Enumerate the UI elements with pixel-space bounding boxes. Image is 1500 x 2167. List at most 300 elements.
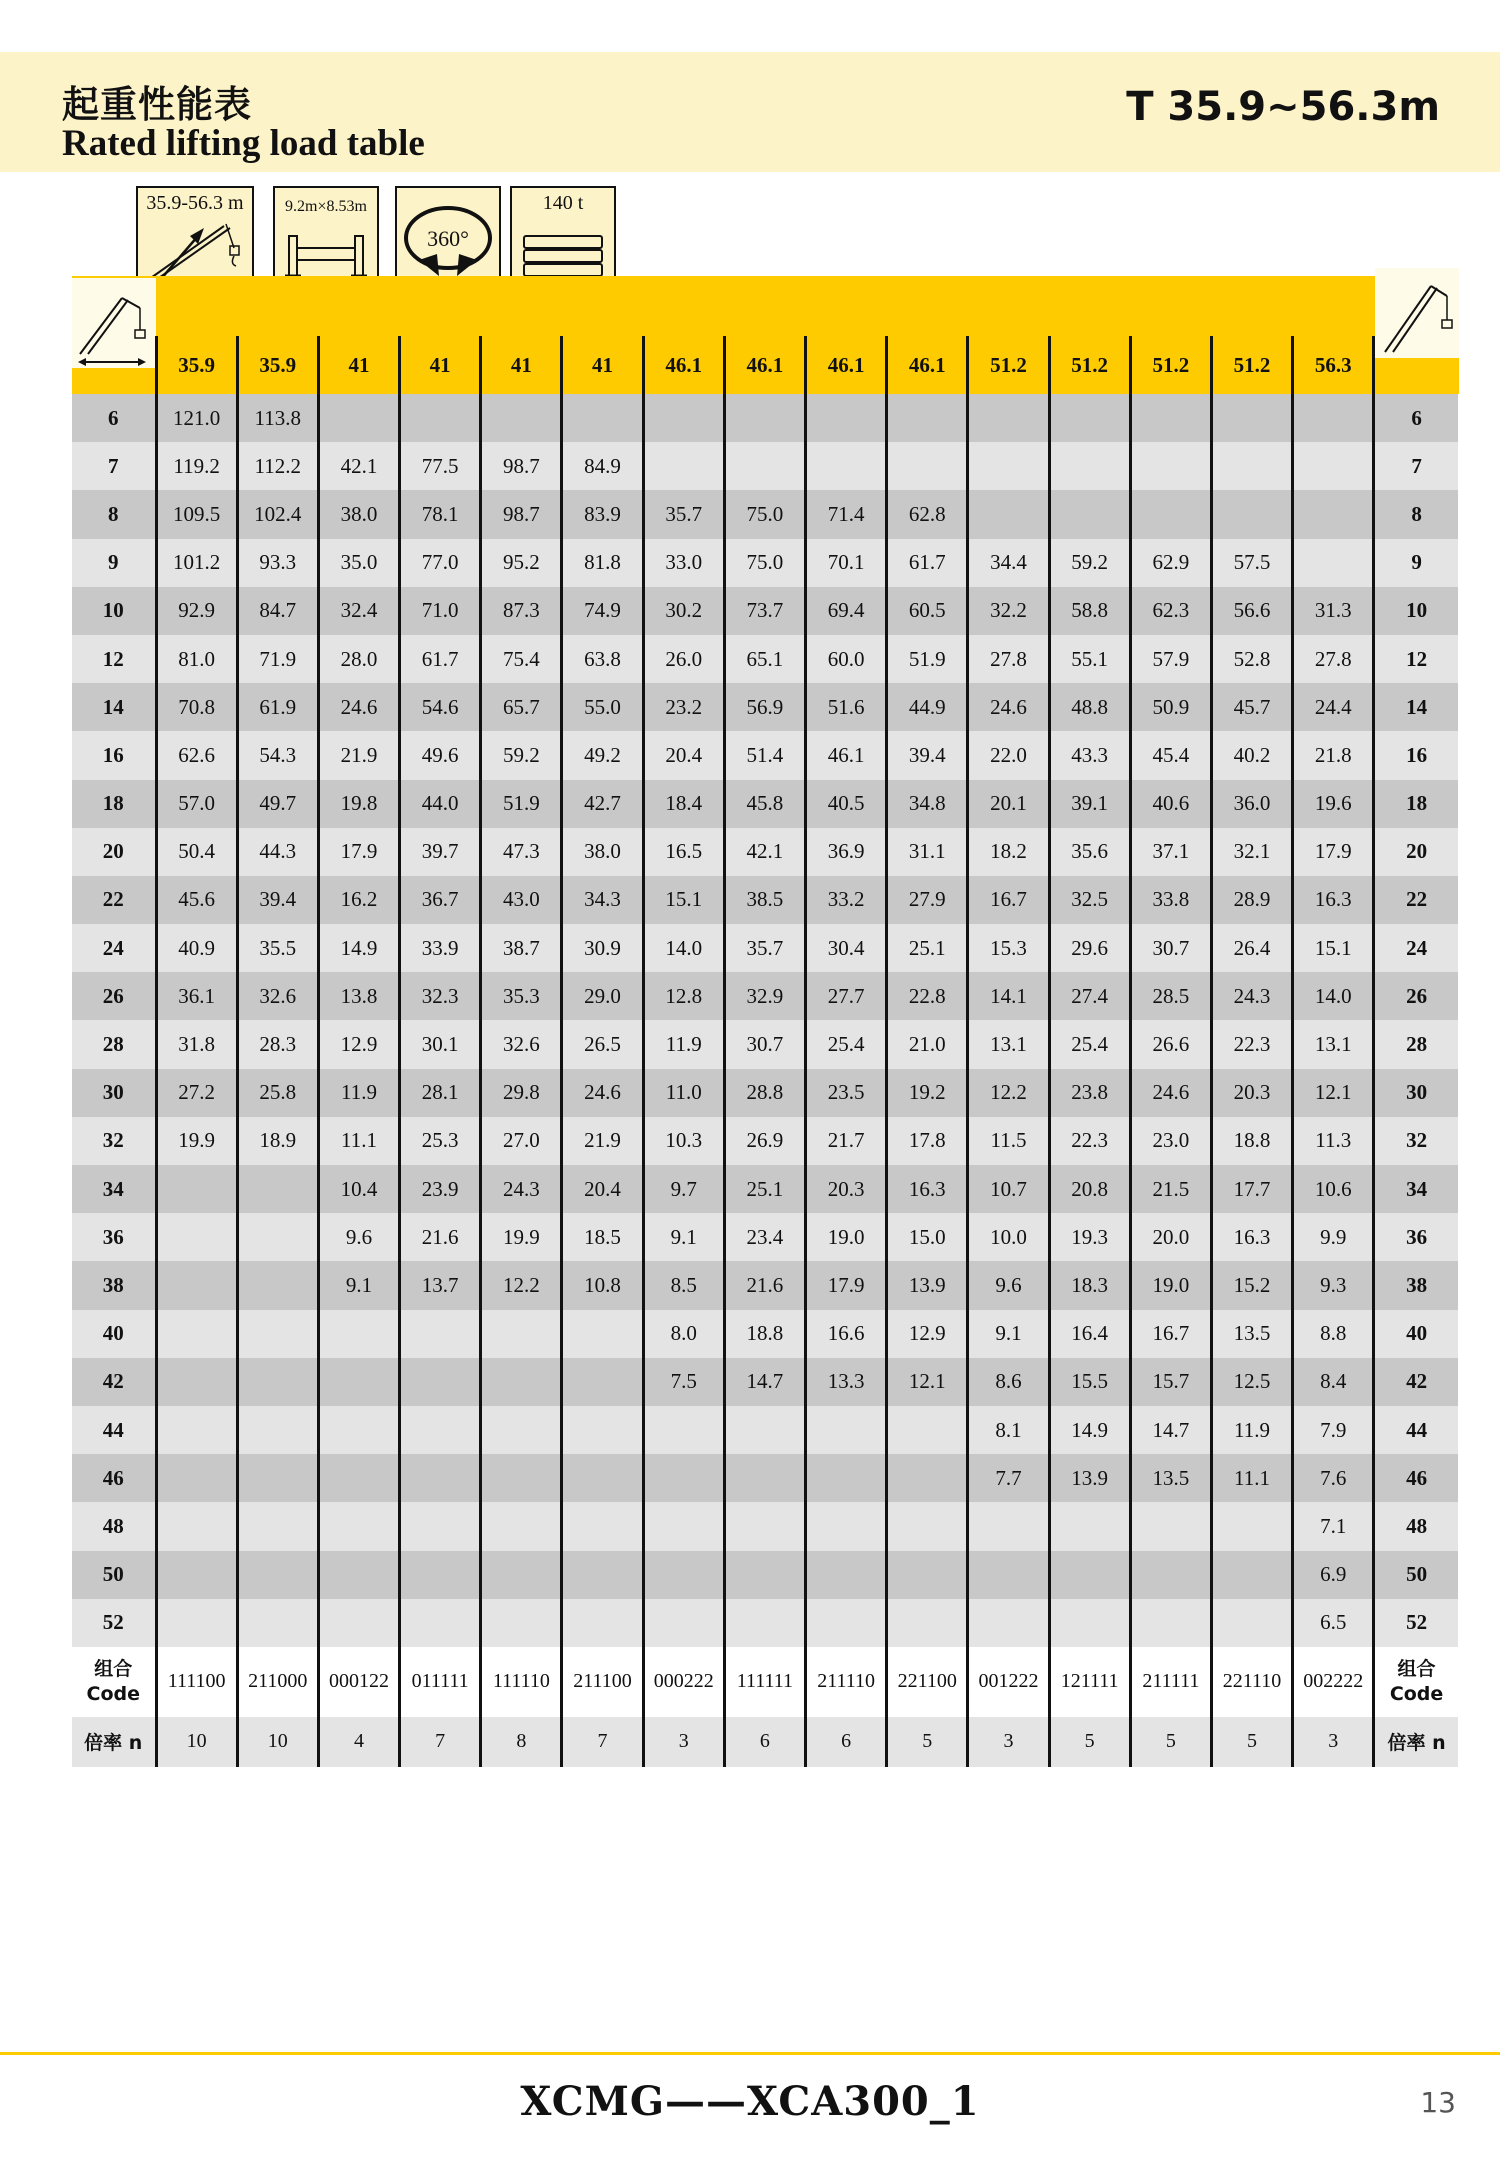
load-cell (1049, 394, 1130, 442)
load-cell (318, 1310, 399, 1358)
load-cell (481, 1502, 562, 1550)
radius-cell: 28 (72, 1020, 156, 1068)
table-row (72, 1599, 1458, 1647)
load-cell: 78.1 (400, 490, 481, 538)
boom-length-header: 41 (400, 336, 481, 394)
radius-cell-right: 8 (1374, 490, 1458, 538)
page-title-en: Rated lifting load table (62, 123, 425, 164)
load-cell: 48.8 (1049, 683, 1130, 731)
load-cell: 12.9 (318, 1020, 399, 1068)
load-cell: 10.8 (562, 1261, 643, 1309)
radius-cell: 10 (72, 587, 156, 635)
load-cell (643, 394, 724, 442)
load-cell (400, 1599, 481, 1647)
load-cell: 26.0 (643, 635, 724, 683)
radius-cell-right: 9 (1374, 539, 1458, 587)
load-cell: 23.9 (400, 1165, 481, 1213)
load-cell: 29.6 (1049, 924, 1130, 972)
load-cell: 35.5 (237, 924, 318, 972)
load-cell: 75.4 (481, 635, 562, 683)
rate-cell: 6 (724, 1717, 805, 1767)
load-cell: 13.3 (806, 1358, 887, 1406)
table-row (72, 780, 1458, 828)
load-cell: 30.7 (1130, 924, 1211, 972)
load-cell: 18.4 (643, 780, 724, 828)
load-cell: 9.3 (1293, 1261, 1374, 1309)
load-cell: 52.8 (1211, 635, 1292, 683)
load-cell: 11.9 (1211, 1406, 1292, 1454)
load-cell (481, 1551, 562, 1599)
load-cell: 16.5 (643, 828, 724, 876)
load-cell: 84.9 (562, 442, 643, 490)
radius-cell: 40 (72, 1310, 156, 1358)
code-label-left (72, 1647, 156, 1717)
radius-cell: 14 (72, 683, 156, 731)
spec-boom-length-text: 35.9-56.3 m (146, 192, 244, 214)
load-cell (1049, 442, 1130, 490)
load-cell: 28.5 (1130, 972, 1211, 1020)
load-cell: 93.3 (237, 539, 318, 587)
load-cell: 62.3 (1130, 587, 1211, 635)
load-cell: 22.8 (887, 972, 968, 1020)
load-cell: 23.2 (643, 683, 724, 731)
load-cell: 95.2 (481, 539, 562, 587)
load-cell (887, 442, 968, 490)
load-cell (237, 1310, 318, 1358)
load-cell: 26.6 (1130, 1020, 1211, 1068)
load-cell: 11.1 (318, 1117, 399, 1165)
load-cell: 16.6 (806, 1310, 887, 1358)
load-cell: 16.3 (1293, 876, 1374, 924)
outrigger-icon (275, 188, 377, 288)
load-cell (1211, 442, 1292, 490)
radius-cell: 36 (72, 1213, 156, 1261)
load-cell: 35.7 (643, 490, 724, 538)
load-cell: 24.4 (1293, 683, 1374, 731)
code-cell: 011111 (400, 1647, 481, 1717)
load-cell: 32.5 (1049, 876, 1130, 924)
load-cell (237, 1165, 318, 1213)
load-cell (724, 394, 805, 442)
radius-cell: 8 (72, 490, 156, 538)
radius-cell-right: 22 (1374, 876, 1458, 924)
load-cell: 39.4 (237, 876, 318, 924)
load-cell (400, 1406, 481, 1454)
load-cell (562, 1502, 643, 1550)
spec-boom-length (136, 186, 254, 290)
load-cell: 56.6 (1211, 587, 1292, 635)
load-cell (156, 1165, 237, 1213)
load-cell: 32.1 (1211, 828, 1292, 876)
load-cell: 23.8 (1049, 1069, 1130, 1117)
load-cell (400, 1310, 481, 1358)
load-cell (481, 394, 562, 442)
load-cell: 20.8 (1049, 1165, 1130, 1213)
load-cell: 73.7 (724, 587, 805, 635)
boom-length-header: 51.2 (968, 336, 1049, 394)
code-cell: 001222 (968, 1647, 1049, 1717)
load-cell: 28.3 (237, 1020, 318, 1068)
footer-divider (0, 2052, 1500, 2055)
load-cell: 87.3 (481, 587, 562, 635)
load-cell (724, 442, 805, 490)
load-cell: 44.9 (887, 683, 968, 731)
load-cell: 12.1 (887, 1358, 968, 1406)
load-cell (1130, 490, 1211, 538)
load-cell (1130, 1599, 1211, 1647)
load-cell: 13.5 (1130, 1454, 1211, 1502)
radius-cell: 32 (72, 1117, 156, 1165)
code-cell: 111110 (481, 1647, 562, 1717)
load-cell (562, 394, 643, 442)
load-cell (1049, 1599, 1130, 1647)
code-label-cn: 组合 (94, 1657, 133, 1680)
page-title-cn: 起重性能表 (62, 83, 252, 126)
table-row (72, 1454, 1458, 1502)
boom-length-header: 41 (481, 336, 562, 394)
load-cell: 39.1 (1049, 780, 1130, 828)
code-cell: 000122 (318, 1647, 399, 1717)
radius-cell: 50 (72, 1551, 156, 1599)
load-cell: 74.9 (562, 587, 643, 635)
table-row (72, 1358, 1458, 1406)
load-cell: 32.6 (237, 972, 318, 1020)
load-cell (562, 1551, 643, 1599)
load-cell (968, 394, 1049, 442)
load-cell: 36.9 (806, 828, 887, 876)
load-cell: 20.4 (643, 731, 724, 779)
load-cell: 13.5 (1211, 1310, 1292, 1358)
load-cell: 16.7 (968, 876, 1049, 924)
radius-cell: 46 (72, 1454, 156, 1502)
load-cell: 121.0 (156, 394, 237, 442)
load-cell: 11.5 (968, 1117, 1049, 1165)
load-cell (318, 1599, 399, 1647)
load-cell: 21.7 (806, 1117, 887, 1165)
load-cell (318, 1406, 399, 1454)
load-cell: 36.1 (156, 972, 237, 1020)
load-cell (237, 1406, 318, 1454)
load-cell (643, 1454, 724, 1502)
table-row (72, 1310, 1458, 1358)
load-cell (562, 1406, 643, 1454)
load-cell: 30.9 (562, 924, 643, 972)
load-cell: 14.9 (318, 924, 399, 972)
spec-slew (395, 186, 501, 290)
load-cell (887, 1551, 968, 1599)
radius-cell-right: 12 (1374, 635, 1458, 683)
table-row (72, 539, 1458, 587)
load-cell (562, 1310, 643, 1358)
load-cell: 51.9 (887, 635, 968, 683)
load-cell: 40.2 (1211, 731, 1292, 779)
boom-header-blank-left (72, 336, 156, 394)
load-cell (1211, 1551, 1292, 1599)
load-cell: 16.7 (1130, 1310, 1211, 1358)
load-cell: 38.5 (724, 876, 805, 924)
code-cell: 211000 (237, 1647, 318, 1717)
load-cell: 7.9 (1293, 1406, 1374, 1454)
table-row (72, 635, 1458, 683)
load-cell (806, 1551, 887, 1599)
load-cell: 81.0 (156, 635, 237, 683)
load-cell: 13.9 (1049, 1454, 1130, 1502)
load-cell (156, 1261, 237, 1309)
radius-cell: 34 (72, 1165, 156, 1213)
load-cell: 33.2 (806, 876, 887, 924)
boom-length-header: 35.9 (237, 336, 318, 394)
spec-counterweight-text: 140 t (542, 192, 584, 214)
load-cell: 65.1 (724, 635, 805, 683)
load-cell: 20.3 (806, 1165, 887, 1213)
load-cell: 19.3 (1049, 1213, 1130, 1261)
load-cell: 102.4 (237, 490, 318, 538)
load-cell: 56.9 (724, 683, 805, 731)
load-cell: 16.4 (1049, 1310, 1130, 1358)
load-cell: 40.9 (156, 924, 237, 972)
load-cell: 75.0 (724, 539, 805, 587)
load-cell (562, 1599, 643, 1647)
load-cell (1130, 1502, 1211, 1550)
rate-cell: 5 (1049, 1717, 1130, 1767)
load-cell: 60.0 (806, 635, 887, 683)
load-cell: 57.5 (1211, 539, 1292, 587)
load-cell: 13.9 (887, 1261, 968, 1309)
load-cell: 18.2 (968, 828, 1049, 876)
load-cell: 43.3 (1049, 731, 1130, 779)
load-cell (156, 1406, 237, 1454)
load-cell (643, 1406, 724, 1454)
load-cell: 10.4 (318, 1165, 399, 1213)
spec-outrigger (273, 186, 379, 290)
table-row (72, 1165, 1458, 1213)
table-row (72, 1213, 1458, 1261)
load-cell: 17.9 (1293, 828, 1374, 876)
table-row (72, 828, 1458, 876)
load-cell: 25.4 (806, 1020, 887, 1068)
load-cell (806, 1454, 887, 1502)
load-cell: 27.0 (481, 1117, 562, 1165)
radius-cell-right: 24 (1374, 924, 1458, 972)
load-cell: 6.9 (1293, 1551, 1374, 1599)
load-cell: 32.9 (724, 972, 805, 1020)
load-cell: 11.3 (1293, 1117, 1374, 1165)
code-cell: 221110 (1211, 1647, 1292, 1717)
radius-cell-right: 36 (1374, 1213, 1458, 1261)
load-cell: 15.1 (1293, 924, 1374, 972)
load-cell: 28.1 (400, 1069, 481, 1117)
load-cell: 19.8 (318, 780, 399, 828)
load-cell (481, 1406, 562, 1454)
load-cell: 24.6 (318, 683, 399, 731)
rate-cell: 5 (1130, 1717, 1211, 1767)
load-cell: 119.2 (156, 442, 237, 490)
load-cell: 17.9 (318, 828, 399, 876)
load-cell (1211, 394, 1292, 442)
load-cell: 15.5 (1049, 1358, 1130, 1406)
load-cell: 7.6 (1293, 1454, 1374, 1502)
table-row (72, 1261, 1458, 1309)
boom-length-header: 41 (562, 336, 643, 394)
load-cell: 24.6 (562, 1069, 643, 1117)
rate-cell: 5 (887, 1717, 968, 1767)
radius-cell-right: 20 (1374, 828, 1458, 876)
load-cell: 55.1 (1049, 635, 1130, 683)
load-cell: 69.4 (806, 587, 887, 635)
load-cell: 12.9 (887, 1310, 968, 1358)
load-cell: 45.6 (156, 876, 237, 924)
load-cell: 16.3 (1211, 1213, 1292, 1261)
load-cell: 12.2 (481, 1261, 562, 1309)
load-cell: 51.9 (481, 780, 562, 828)
load-cell (481, 1310, 562, 1358)
load-cell (237, 1502, 318, 1550)
load-cell: 18.8 (724, 1310, 805, 1358)
load-cell: 6.5 (1293, 1599, 1374, 1647)
code-label-en: Code (86, 1682, 140, 1705)
load-cell: 21.9 (562, 1117, 643, 1165)
load-cell: 32.4 (318, 587, 399, 635)
load-cell (1293, 394, 1374, 442)
load-cell (806, 394, 887, 442)
load-cell (318, 1358, 399, 1406)
boom-arrow-icon (138, 188, 252, 288)
load-cell: 25.1 (887, 924, 968, 972)
load-cell: 8.4 (1293, 1358, 1374, 1406)
load-cell: 14.1 (968, 972, 1049, 1020)
radius-cell: 7 (72, 442, 156, 490)
load-cell: 31.1 (887, 828, 968, 876)
load-cell: 71.0 (400, 587, 481, 635)
code-cell: 211111 (1130, 1647, 1211, 1717)
radius-cell-right: 30 (1374, 1069, 1458, 1117)
load-cell (562, 1454, 643, 1502)
load-cell: 14.0 (643, 924, 724, 972)
load-cell (968, 1599, 1049, 1647)
load-cell: 28.0 (318, 635, 399, 683)
load-cell (887, 1502, 968, 1550)
code-row (72, 1647, 1458, 1717)
load-cell: 7.1 (1293, 1502, 1374, 1550)
load-cell: 17.9 (806, 1261, 887, 1309)
load-cell: 9.7 (643, 1165, 724, 1213)
load-cell: 23.0 (1130, 1117, 1211, 1165)
boom-length-header: 46.1 (887, 336, 968, 394)
load-cell: 38.0 (562, 828, 643, 876)
load-cell (156, 1310, 237, 1358)
radius-cell: 12 (72, 635, 156, 683)
radius-cell-right: 26 (1374, 972, 1458, 1020)
load-cell: 15.0 (887, 1213, 968, 1261)
load-cell: 40.6 (1130, 780, 1211, 828)
load-cell (481, 1454, 562, 1502)
code-label-right (1374, 1647, 1458, 1717)
load-cell: 25.8 (237, 1069, 318, 1117)
load-cell: 35.7 (724, 924, 805, 972)
load-cell: 25.4 (1049, 1020, 1130, 1068)
radius-cell-right: 44 (1374, 1406, 1458, 1454)
load-cell: 9.1 (643, 1213, 724, 1261)
load-cell (237, 1358, 318, 1406)
load-cell: 49.6 (400, 731, 481, 779)
radius-cell-right: 42 (1374, 1358, 1458, 1406)
table-row (72, 731, 1458, 779)
load-cell: 30.2 (643, 587, 724, 635)
load-cell: 14.0 (1293, 972, 1374, 1020)
load-cell: 19.9 (156, 1117, 237, 1165)
load-cell (156, 1502, 237, 1550)
load-cell: 20.4 (562, 1165, 643, 1213)
load-cell: 10.0 (968, 1213, 1049, 1261)
table-row (72, 490, 1458, 538)
load-cell: 7.7 (968, 1454, 1049, 1502)
load-cell: 98.7 (481, 490, 562, 538)
load-cell: 28.9 (1211, 876, 1292, 924)
load-cell: 18.3 (1049, 1261, 1130, 1309)
load-cell: 49.2 (562, 731, 643, 779)
load-cell (806, 1502, 887, 1550)
load-cell (1293, 490, 1374, 538)
load-cell: 51.4 (724, 731, 805, 779)
load-cell: 44.0 (400, 780, 481, 828)
load-cell: 50.9 (1130, 683, 1211, 731)
load-cell (643, 442, 724, 490)
load-cell (481, 1358, 562, 1406)
load-cell (318, 1502, 399, 1550)
load-cell: 10.6 (1293, 1165, 1374, 1213)
load-cell: 11.0 (643, 1069, 724, 1117)
load-cell: 15.2 (1211, 1261, 1292, 1309)
load-cell: 27.4 (1049, 972, 1130, 1020)
load-cell: 14.9 (1049, 1406, 1130, 1454)
load-cell: 57.9 (1130, 635, 1211, 683)
load-cell: 12.5 (1211, 1358, 1292, 1406)
rate-cell: 4 (318, 1717, 399, 1767)
load-cell: 36.0 (1211, 780, 1292, 828)
radius-cell-right: 14 (1374, 683, 1458, 731)
load-cell: 60.5 (887, 587, 968, 635)
load-cell: 21.0 (887, 1020, 968, 1068)
boom-length-row (72, 336, 1458, 394)
load-cell: 22.3 (1049, 1117, 1130, 1165)
load-cell: 19.9 (481, 1213, 562, 1261)
load-cell: 81.8 (562, 539, 643, 587)
radius-cell: 9 (72, 539, 156, 587)
load-cell: 19.6 (1293, 780, 1374, 828)
load-cell: 54.6 (400, 683, 481, 731)
load-cell: 33.0 (643, 539, 724, 587)
radius-cell: 16 (72, 731, 156, 779)
load-cell: 39.4 (887, 731, 968, 779)
load-cell (643, 1599, 724, 1647)
load-cell (1211, 1502, 1292, 1550)
load-cell (156, 1599, 237, 1647)
load-cell: 27.2 (156, 1069, 237, 1117)
load-cell: 14.7 (724, 1358, 805, 1406)
load-cell: 50.4 (156, 828, 237, 876)
radius-cell-right: 10 (1374, 587, 1458, 635)
load-cell: 55.0 (562, 683, 643, 731)
load-cell: 24.6 (968, 683, 1049, 731)
load-cell: 92.9 (156, 587, 237, 635)
rate-cell: 6 (806, 1717, 887, 1767)
load-cell: 32.2 (968, 587, 1049, 635)
radius-cell: 22 (72, 876, 156, 924)
load-cell: 32.3 (400, 972, 481, 1020)
load-cell: 25.1 (724, 1165, 805, 1213)
radius-cell-right: 52 (1374, 1599, 1458, 1647)
radius-cell-right: 46 (1374, 1454, 1458, 1502)
